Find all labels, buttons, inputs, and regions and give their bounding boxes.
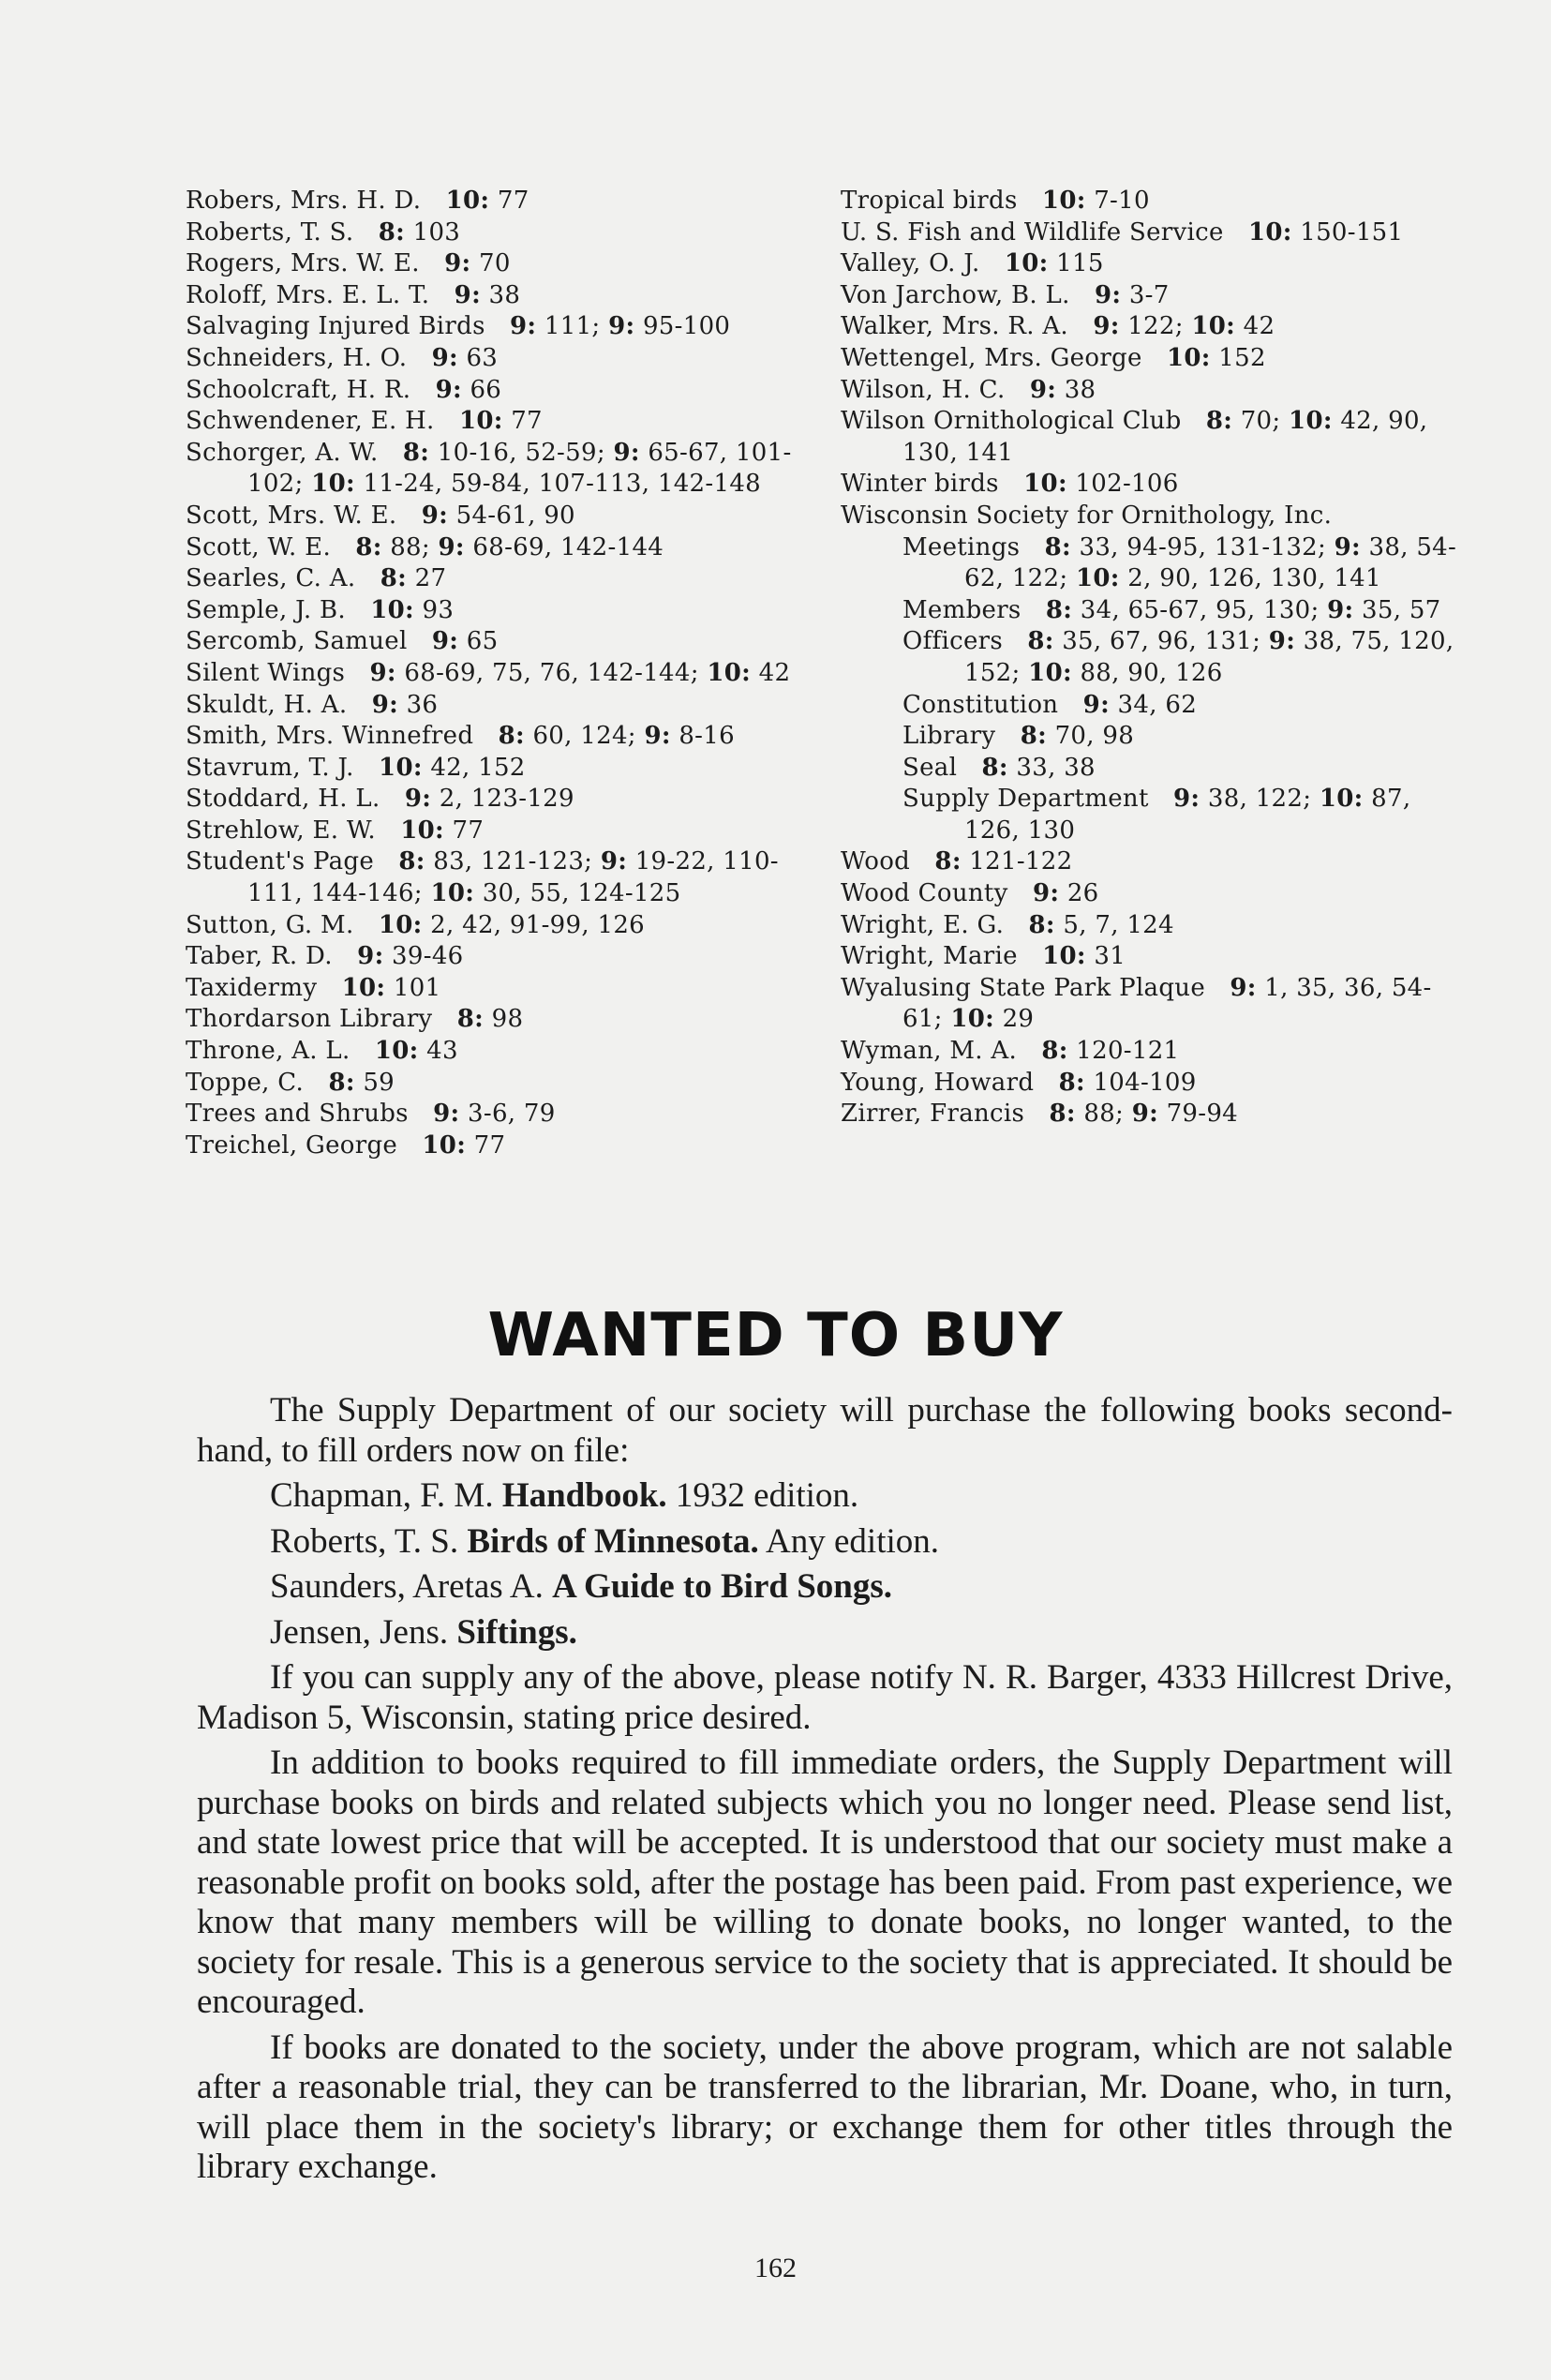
index-entry (186, 438, 813, 501)
volume-number: 8: (934, 847, 962, 876)
index-entry (841, 878, 1469, 910)
volume-number: 10: (950, 1005, 995, 1034)
volume-number: 9: (1327, 595, 1354, 624)
index-entry-name: Seal (902, 753, 958, 782)
volume-number: 9: (404, 785, 432, 814)
index-entry (841, 280, 1469, 312)
volume-number: 8: (1028, 910, 1055, 939)
volume-number: 10: (430, 879, 475, 908)
index-entry-name: Taxidermy (186, 973, 318, 1002)
index-entry (186, 1099, 813, 1130)
index-entry-name: Toppe, C. (186, 1068, 305, 1097)
volume-number: 8: (1049, 1100, 1076, 1129)
page-references: 36 (406, 690, 439, 719)
index-entry (841, 910, 1469, 942)
volume-number: 9: (510, 312, 537, 341)
article-heading: WANTED TO BUY (487, 1301, 1064, 1370)
index-entry (841, 846, 1469, 878)
index-entry (841, 501, 1469, 532)
volume-number: 9: (1029, 375, 1057, 404)
index-entry (186, 1130, 813, 1162)
index-entry-name: Supply Department (902, 785, 1149, 814)
volume-number: 10: (378, 910, 423, 939)
index-entry-name: Wisconsin Society for Ornithology, Inc. (841, 501, 1333, 530)
index-entry-name: Silent Wings (186, 658, 346, 687)
index-entry (186, 690, 813, 722)
index-entry-name: Tropical birds (841, 187, 1018, 215)
index-entry-name: Roloff, Mrs. E. L. T. (186, 280, 430, 309)
index-entry (186, 721, 813, 753)
index-entry-name: Searles, C. A. (186, 564, 356, 593)
index-entry (841, 595, 1469, 627)
page-references: 66 (470, 375, 502, 404)
page-references: 122; (1127, 312, 1184, 341)
index-entry-name: Wilson, H. C. (841, 375, 1006, 404)
volume-number: 10: (400, 816, 444, 845)
page-references: 79-94 (1166, 1100, 1239, 1129)
index-entry-name: Taber, R. D. (186, 942, 333, 971)
volume-number: 10: (422, 1130, 467, 1160)
volume-number: 9: (454, 280, 481, 309)
index-entry (186, 1036, 813, 1068)
book-item (197, 1476, 1453, 1517)
volume-number: 8: (1044, 532, 1071, 561)
index-entry (186, 217, 813, 249)
index-entry (841, 1068, 1469, 1100)
volume-number: 10: (445, 187, 490, 215)
page-references: 39-46 (392, 942, 464, 971)
index-entry (841, 375, 1469, 407)
book-title: Siftings. (456, 1612, 577, 1652)
book-list (197, 1476, 1453, 1653)
page-references: 60, 124; (532, 722, 636, 751)
volume-number: 9: (435, 375, 462, 404)
page-references: 42 (758, 658, 791, 687)
volume-number: 10: (707, 658, 752, 687)
index-entry (841, 469, 1469, 501)
volume-number: 8: (1020, 722, 1047, 751)
volume-number: 10: (1191, 312, 1236, 341)
index-entry-name: Scott, Mrs. W. E. (186, 501, 397, 530)
page-references: 95-100 (642, 312, 731, 341)
volume-number: 9: (1131, 1100, 1158, 1129)
volume-number: 8: (498, 722, 525, 751)
index-entry (841, 532, 1469, 595)
volume-number: 10: (1289, 407, 1333, 436)
volume-number: 9: (357, 942, 384, 971)
page-references: 77 (497, 187, 529, 215)
volume-number: 9: (431, 627, 459, 656)
volume-number: 9: (431, 343, 458, 372)
volume-number: 9: (1230, 973, 1257, 1002)
index-entry (186, 375, 813, 407)
page-references: 83, 121-123; (433, 847, 593, 876)
index-entry-name: Wright, Marie (841, 942, 1018, 971)
page-references: 33, 94-95, 131-132; (1079, 532, 1327, 561)
page-references: 2, 123-129 (439, 785, 574, 814)
volume-number: 9: (438, 532, 465, 561)
volume-number: 10: (1023, 470, 1067, 499)
article-paragraph: If books are donated to the society, under the above program, which are not salable after a reasonable trial, they can be transferred to the librarian, Mr. Doane, who, in turn, will place them in the society's library; or exchange them for other titles through the library exchange. (197, 2028, 1453, 2186)
index-entry-name: Trees and Shrubs (186, 1100, 409, 1129)
page-references: 38, 122; (1207, 785, 1312, 814)
volume-number: 9: (1094, 280, 1122, 309)
volume-number: 9: (644, 722, 671, 751)
volume-number: 8: (456, 1005, 485, 1034)
page-references: 3-7 (1128, 280, 1170, 309)
index-entry (186, 532, 813, 564)
index-entry (841, 1036, 1469, 1068)
book-item (197, 1613, 1453, 1654)
index-entry-name: Sutton, G. M. (186, 910, 354, 939)
article-intro: The Supply Department of our society will purchase the following books second-hand, to fill orders now on file: (197, 1391, 1453, 1470)
index-entry-name: Wyalusing State Park Plaque (841, 973, 1206, 1002)
index-entry (186, 1068, 813, 1100)
index-entry (186, 501, 813, 532)
volume-number: 10: (1028, 658, 1072, 687)
page-references: 104-109 (1093, 1068, 1197, 1097)
volume-number: 8: (378, 217, 406, 247)
page-references: 2, 42, 91-99, 126 (430, 910, 646, 939)
index-entry (841, 1099, 1469, 1130)
page-references: 54-61, 90 (455, 501, 575, 530)
volume-number: 8: (1205, 407, 1233, 436)
index-entry (186, 910, 813, 942)
index-entry (841, 343, 1469, 375)
index-entry (186, 846, 813, 909)
volume-number: 10: (1004, 249, 1049, 278)
page-references: 10-16, 52-59; (437, 438, 605, 467)
page-references: 93 (422, 595, 455, 624)
index-entry (186, 406, 813, 438)
volume-number: 8: (1041, 1037, 1068, 1066)
volume-number: 8: (981, 753, 1008, 782)
index-entry-name: Thordarson Library (186, 1005, 433, 1034)
index-entry (186, 595, 813, 627)
index-entry-name: Skuldt, H. A. (186, 690, 348, 719)
article-body (197, 1391, 1453, 2193)
page-references: 102-106 (1075, 470, 1179, 499)
volume-number: 10: (458, 407, 503, 436)
page-references: 63 (466, 343, 499, 372)
index-entry-name: Library (902, 722, 996, 751)
index-entry-name: Young, Howard (841, 1068, 1035, 1097)
page-references: 68-69, 75, 76, 142-144; (404, 658, 699, 687)
volume-number: 10: (311, 470, 355, 499)
book-item (197, 1567, 1453, 1608)
page-references: 42 (1243, 312, 1275, 341)
article-paragraph: If you can supply any of the above, please notify N. R. Barger, 4333 Hillcrest Drive, Madison 5, Wisconsin, stating price desired. (197, 1658, 1453, 1737)
index-entry (841, 973, 1469, 1036)
volume-number: 8: (398, 847, 425, 876)
book-note: Any edition. (766, 1521, 940, 1561)
page-references: 33, 38 (1016, 753, 1096, 782)
index-entry (186, 343, 813, 375)
book-title: A Guide to Bird Songs. (552, 1567, 893, 1606)
index-entry (841, 690, 1469, 722)
page-number: 162 (754, 2253, 797, 2283)
index-entry-name: Meetings (902, 532, 1021, 561)
volume-number: 10: (1319, 785, 1364, 814)
page-references: 77 (452, 816, 485, 845)
volume-number: 10: (1041, 187, 1086, 215)
index-entry-name: Constitution (902, 690, 1059, 719)
page-references: 88; (390, 532, 430, 561)
volume-number: 9: (600, 847, 628, 876)
page-references: 65 (466, 627, 499, 656)
index-entry-name: Salvaging Injured Birds (186, 312, 485, 341)
volume-number: 10: (341, 973, 386, 1002)
index-entry-name: Wilson Ornithological Club (841, 407, 1182, 436)
page-references: 101 (393, 973, 441, 1002)
index-entry (841, 941, 1469, 973)
index-entry (186, 658, 813, 690)
page-references: 1, 35, 36, 54-61; (902, 973, 1432, 1034)
page-references: 3-6, 79 (468, 1100, 556, 1129)
page-references: 42, 90, 130, 141 (902, 407, 1428, 467)
volume-number: 10: (370, 595, 414, 624)
volume-number: 9: (369, 658, 396, 687)
index-entry (186, 753, 813, 785)
index-entry (186, 816, 813, 847)
volume-number: 10: (1247, 217, 1292, 247)
volume-number: 8: (1058, 1068, 1085, 1097)
volume-number: 8: (1045, 595, 1073, 624)
volume-number: 9: (608, 312, 635, 341)
volume-number: 9: (1093, 312, 1120, 341)
index-entry (841, 721, 1469, 753)
page-references: 35, 57 (1362, 595, 1441, 624)
page-references: 42, 152 (430, 753, 526, 782)
index-entry-name: Wood County (841, 879, 1008, 908)
page-references: 35, 67, 96, 131; (1062, 627, 1261, 656)
page-references: 68-69, 142-144 (472, 532, 664, 561)
page-references: 150-151 (1300, 217, 1404, 247)
page-references: 77 (511, 407, 543, 436)
index-column-left (186, 186, 813, 1161)
page-references: 70, 98 (1054, 722, 1135, 751)
volume-number: 9: (1082, 690, 1110, 719)
volume-number: 9: (1032, 879, 1060, 908)
index-entry (186, 1004, 813, 1036)
index-entry-name: Schorger, A. W. (186, 438, 379, 467)
index-entry-name: Walker, Mrs. R. A. (841, 312, 1068, 341)
index-entry (186, 280, 813, 312)
index-entry-name: Treichel, George (186, 1130, 398, 1160)
page-references: 38, 54-62, 122; (964, 532, 1457, 593)
index-entry-name: Von Jarchow, B. L. (841, 280, 1070, 309)
page-references: 19-22, 110-111, 144-146; (247, 847, 779, 908)
page-references: 120-121 (1076, 1037, 1180, 1066)
index-entry-name: U. S. Fish and Wildlife Service (841, 217, 1224, 247)
volume-number: 9: (433, 1100, 460, 1129)
page-references: 34, 62 (1117, 690, 1198, 719)
volume-number: 9: (371, 690, 399, 719)
index-entry-name: Sercomb, Samuel (186, 627, 408, 656)
volume-number: 10: (379, 753, 423, 782)
volume-number: 10: (1167, 343, 1211, 372)
volume-number: 8: (328, 1068, 355, 1097)
page-references: 34, 65-67, 95, 130; (1080, 595, 1320, 624)
page-references: 38 (1064, 375, 1096, 404)
page-references: 8-16 (679, 722, 735, 751)
index-entry-name: Student's Page (186, 847, 375, 876)
book-item (197, 1522, 1453, 1563)
index-entry-name: Smith, Mrs. Winnefred (186, 722, 474, 751)
page-references: 115 (1056, 249, 1104, 278)
page-references: 27 (414, 564, 447, 593)
index-entry-name: Schneiders, H. O. (186, 343, 408, 372)
index-entry-name: Rogers, Mrs. W. E. (186, 249, 420, 278)
page-references: 152 (1218, 343, 1266, 372)
volume-number: 9: (1334, 532, 1361, 561)
page-references: 88, 90, 126 (1080, 658, 1223, 687)
page-references: 11-24, 59-84, 107-113, 142-148 (363, 470, 762, 499)
volume-number: 9: (1268, 627, 1296, 656)
page-references: 70 (479, 249, 511, 278)
volume-number: 8: (1027, 627, 1054, 656)
index-entry-name: Scott, W. E. (186, 532, 332, 561)
article-paragraph: In addition to books required to fill immediate orders, the Supply Department will purchase books on birds and related subjects which you no longer need. Please send list, and state lowest price that will be accepted. It is understood that our society must make a reasonable profit on books sold, after the postage has been paid. From past experience, we know that many members will be willing to donate books, no longer wanted, to the society for resale. This is a generous service to the society that is appreciated. It should be encouraged. (197, 1744, 1453, 2021)
page-references: 2, 90, 126, 130, 141 (1127, 564, 1381, 593)
index-entry-name: Roberts, T. S. (186, 217, 354, 247)
index-entry (841, 753, 1469, 785)
page-references: 31 (1094, 942, 1126, 971)
index-column-right (841, 186, 1469, 1130)
index-entry-name: Winter birds (841, 470, 999, 499)
book-author: Jensen, Jens. (270, 1612, 449, 1652)
volume-number: 8: (355, 532, 382, 561)
index-entry-name: Stoddard, H. L. (186, 785, 380, 814)
index-entry (841, 784, 1469, 846)
book-author: Chapman, F. M. (270, 1476, 494, 1515)
index-entry (841, 311, 1469, 343)
index-entry (186, 248, 813, 280)
page-references: 26 (1066, 879, 1099, 908)
index-entry-name: Stavrum, T. J. (186, 753, 354, 782)
volume-number: 9: (1173, 785, 1201, 814)
volume-number: 9: (444, 249, 471, 278)
page-references: 65-67, 101-102; (247, 438, 792, 499)
page-references: 121-122 (969, 847, 1073, 876)
page-references: 77 (473, 1130, 506, 1160)
index-entry-name: Wright, E. G. (841, 910, 1005, 939)
index-entry-name: Officers (902, 627, 1003, 656)
volume-number: 8: (402, 438, 430, 467)
page-references: 38 (488, 280, 521, 309)
index-entry (841, 626, 1469, 689)
index-entry-name: Wyman, M. A. (841, 1037, 1018, 1066)
volume-number: 10: (1042, 942, 1086, 971)
page-references: 70; (1240, 407, 1281, 436)
index-entry (186, 941, 813, 973)
volume-number: 10: (1075, 564, 1120, 593)
index-entry-name: Members (902, 595, 1022, 624)
page-references: 5, 7, 124 (1063, 910, 1174, 939)
page-references: 88; (1083, 1100, 1125, 1129)
page-references: 38, 75, 120, 152; (964, 627, 1454, 687)
book-author: Roberts, T. S. (270, 1521, 459, 1561)
index-entry (186, 311, 813, 343)
index-entry (186, 973, 813, 1005)
book-title: Birds of Minnesota. (467, 1521, 759, 1561)
index-entry-name: Throne, A. L. (186, 1037, 350, 1066)
page-references: 87, 126, 130 (964, 785, 1411, 845)
book-author: Saunders, Aretas A. (270, 1567, 544, 1606)
book-title: Handbook. (501, 1476, 667, 1515)
volume-number: 8: (380, 564, 408, 593)
index-entry-name: Schoolcraft, H. R. (186, 375, 411, 404)
index-entry-name: Valley, O. J. (841, 249, 980, 278)
index-entry (841, 186, 1469, 217)
index-entry (186, 626, 813, 658)
page-references: 43 (426, 1037, 458, 1066)
index-entry (186, 563, 813, 595)
page-references: 30, 55, 124-125 (482, 879, 681, 908)
page-references: 111; (544, 312, 601, 341)
page-references: 29 (1002, 1005, 1035, 1034)
page-references: 103 (412, 217, 461, 247)
page-references: 7-10 (1094, 187, 1150, 215)
index-entry (841, 217, 1469, 249)
book-note: 1932 edition. (675, 1476, 859, 1515)
index-entry (186, 186, 813, 217)
index-entry-name: Strehlow, E. W. (186, 816, 376, 845)
volume-number: 10: (374, 1037, 419, 1066)
index-entry-name: Wood (841, 847, 911, 876)
volume-number: 9: (421, 501, 449, 530)
volume-number: 9: (613, 438, 640, 467)
index-entry-name: Robers, Mrs. H. D. (186, 187, 422, 215)
index-entry (841, 248, 1469, 280)
index-entry (186, 784, 813, 816)
index-entry (841, 406, 1469, 469)
page-references: 59 (363, 1068, 395, 1097)
page-references: 98 (491, 1005, 524, 1034)
index-entry-name: Semple, J. B. (186, 595, 346, 624)
index-entry-name: Schwendener, E. H. (186, 407, 435, 436)
index-entry-name: Zirrer, Francis (841, 1100, 1025, 1129)
index-entry-name: Wettengel, Mrs. George (841, 343, 1142, 372)
